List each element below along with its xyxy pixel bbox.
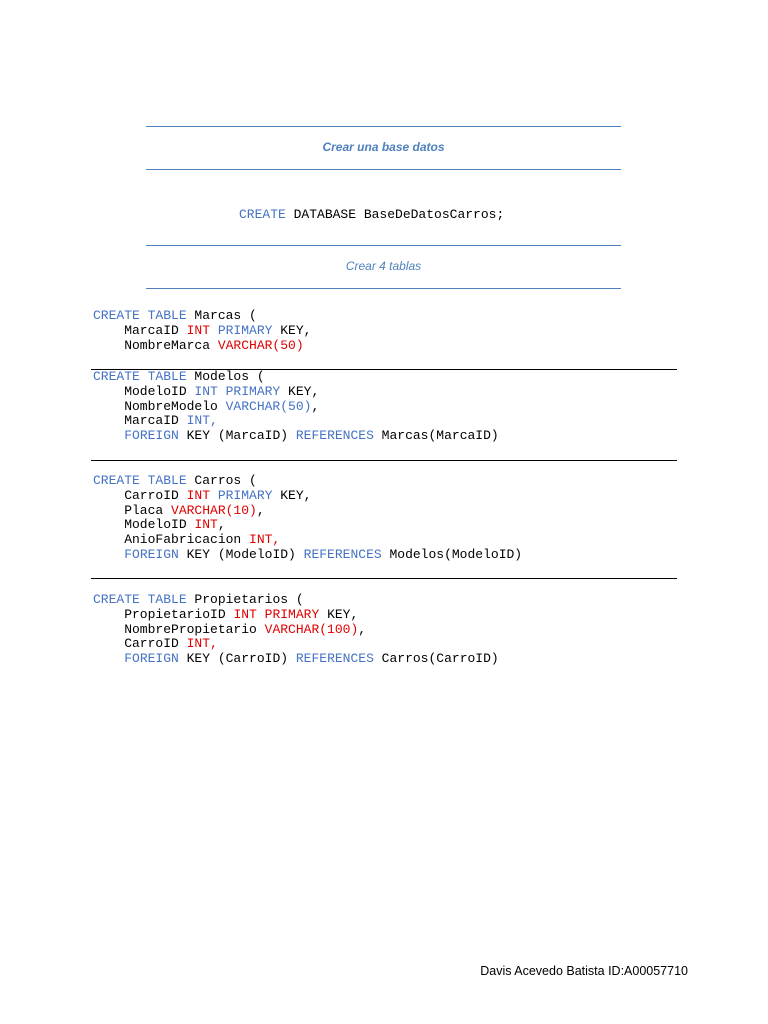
code-text: ,	[311, 398, 320, 414]
rule-bottom-1	[146, 169, 621, 170]
section-title-create-database: Crear una base datos	[322, 140, 445, 154]
code-type: INT,	[186, 636, 218, 652]
code-text: ,	[358, 621, 367, 637]
code-text: Carros (	[186, 473, 257, 488]
code-text: PropietarioID	[93, 606, 234, 622]
divider-3	[91, 578, 677, 579]
code-keyword: PRIMARY	[210, 487, 273, 503]
code-text: KEY (ModeloID)	[178, 546, 304, 562]
code-text: KEY (CarroID)	[178, 651, 296, 667]
code-text: MarcaID	[93, 413, 187, 429]
create-table-marcas	[93, 309, 311, 353]
code-type: VARCHAR(10)	[171, 502, 257, 518]
section-title-create-tables: Crear 4 tablas	[345, 259, 422, 273]
code-text: ModeloID	[93, 517, 195, 533]
code-text	[93, 428, 124, 443]
code-text: Marcas (	[186, 308, 257, 323]
code-keyword: FOREIGN	[124, 651, 179, 667]
code-text: KEY,	[272, 487, 312, 503]
code-text: Modelos(ModeloID)	[381, 546, 523, 562]
code-keyword: VARCHAR(50)	[225, 398, 312, 414]
code-text: Modelos (	[186, 369, 265, 384]
create-table-modelos	[93, 370, 499, 444]
code-text: Propietarios (	[186, 592, 304, 607]
code-text: NombrePropietario	[93, 621, 265, 637]
code-keyword: CREATE	[239, 207, 286, 222]
code-keyword: CREATE TABLE	[93, 369, 187, 384]
code-text	[93, 651, 124, 666]
code-text: KEY,	[280, 383, 320, 399]
code-keyword: REFERENCES	[295, 651, 374, 667]
rule-top-1	[146, 126, 621, 127]
rule-bottom-2	[146, 288, 621, 289]
code-text: CarroID	[93, 636, 187, 652]
code-keyword: REFERENCES	[295, 428, 374, 444]
divider-2	[91, 460, 677, 461]
code-text: ,	[256, 502, 265, 518]
code-keyword: INT,	[186, 413, 218, 429]
author-footer: Davis Acevedo Batista ID:A00057710	[480, 964, 688, 978]
code-keyword: PRIMARY	[210, 322, 273, 338]
code-text: CarroID	[93, 487, 187, 503]
code-keyword: REFERENCES	[303, 546, 382, 562]
code-keyword: CREATE TABLE	[93, 473, 187, 488]
code-text: MarcaID	[93, 322, 187, 338]
code-type: INT	[194, 517, 218, 533]
code-type: INT	[186, 487, 211, 503]
code-text: NombreModelo	[93, 398, 226, 414]
create-database-statement	[239, 208, 504, 223]
code-text: Carros(CarroID)	[373, 651, 499, 667]
code-text: AnioFabricacion	[93, 532, 250, 548]
code-text: DATABASE BaseDeDatosCarros;	[285, 207, 505, 222]
create-table-propietarios	[93, 593, 499, 667]
code-text: Placa	[93, 502, 172, 518]
code-keyword: FOREIGN	[124, 428, 179, 444]
code-keyword: INT PRIMARY	[194, 383, 281, 399]
code-type: VARCHAR(50)	[217, 337, 304, 353]
code-text: NombreMarca	[93, 337, 218, 353]
code-keyword: CREATE TABLE	[93, 308, 187, 323]
code-type: INT	[186, 322, 211, 338]
code-text: Marcas(MarcaID)	[373, 428, 499, 444]
code-text: KEY,	[319, 606, 359, 622]
rule-top-2	[146, 245, 621, 246]
code-text: ModeloID	[93, 383, 195, 399]
code-text: KEY (MarcaID)	[178, 428, 296, 444]
code-text: KEY,	[272, 322, 312, 338]
code-text: ,	[217, 517, 226, 533]
code-type: VARCHAR(100)	[264, 621, 359, 637]
code-keyword: CREATE TABLE	[93, 592, 187, 607]
code-text	[93, 547, 124, 562]
code-type: INT,	[249, 532, 281, 548]
code-keyword: FOREIGN	[124, 546, 179, 562]
code-type: INT PRIMARY	[233, 606, 320, 622]
create-table-carros	[93, 474, 522, 563]
